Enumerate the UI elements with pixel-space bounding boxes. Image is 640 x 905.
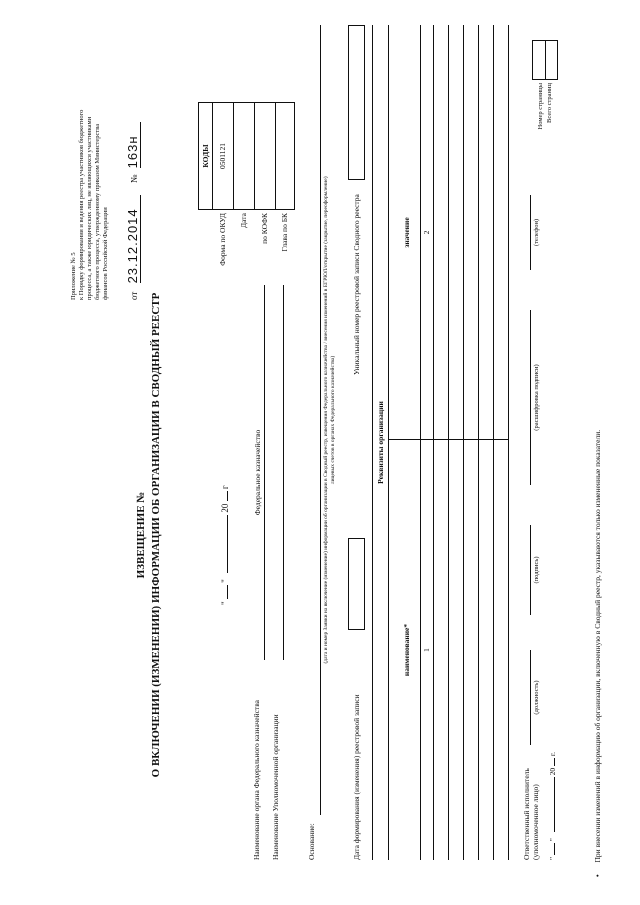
- appendix-line: финансов Российской Федерации: [102, 207, 109, 300]
- date-year-blank: [227, 491, 228, 501]
- executor-label: [522, 768, 540, 860]
- fk-organ-label: Наименование органа Федерального казначейства: [252, 700, 261, 860]
- okud-label: Форма по ОКУД: [218, 213, 227, 266]
- authorized-org-label: Наименование Уполномоченной организации: [271, 714, 280, 860]
- codes-divider: [254, 102, 255, 210]
- okud-code: 0501121: [218, 143, 227, 169]
- date-year: 20: [220, 503, 230, 513]
- signature-line: [530, 525, 531, 615]
- footnote-bullet: •: [593, 874, 602, 877]
- date-quote-open: ": [220, 601, 230, 605]
- formation-date-label: Дата формирования (изменения) реестровой записи: [352, 694, 361, 860]
- authorized-org-line: [283, 285, 284, 660]
- table-bottom-border: [508, 25, 509, 860]
- table-col2-index: 2: [422, 230, 431, 235]
- unique-number-box[interactable]: [348, 25, 365, 180]
- table-row-line: [463, 25, 464, 860]
- kofk-label: по КОФК: [260, 213, 269, 244]
- order-number: 163н: [125, 122, 141, 168]
- date-day-blank: [227, 585, 228, 599]
- table-row-line: [448, 25, 449, 860]
- phone-caption: (телефон): [533, 218, 540, 247]
- date-label: Дата: [239, 213, 248, 228]
- footer-date-line: [548, 752, 557, 860]
- title-line1: ИЗВЕЩЕНИЕ №: [135, 491, 147, 579]
- appendix-line: Приложение № 5: [70, 252, 77, 300]
- phone-line: [530, 195, 531, 270]
- footer-year-blank: [554, 758, 555, 766]
- table-group-header: Реквизиты организации: [376, 401, 385, 484]
- order-ref: [125, 122, 141, 300]
- footer-date-year: 20: [548, 767, 557, 776]
- total-pages-label: Всего страниц: [546, 83, 553, 123]
- codes-divider: [212, 102, 213, 210]
- basis-line: [320, 25, 321, 815]
- basis-caption-line1: (дата и номер Заявки на включение (изменение) информации об организации в Сводный реестр, извещения Федерального казначейства / внесения изменений в ЕГРЮЛ/открытие (закрытие, переоформление): [323, 176, 329, 664]
- fk-organ-line: [264, 285, 265, 660]
- table-col1-index: 1: [422, 648, 431, 652]
- basis-caption: [323, 25, 337, 815]
- order-from-label: от: [129, 291, 139, 300]
- order-number-label: №: [129, 174, 139, 184]
- table-col1-header: наименование*: [402, 623, 411, 677]
- table-col2-header: значение: [402, 217, 411, 248]
- executor-label-line2: (уполномоченное лицо): [531, 784, 540, 860]
- codes-divider: [233, 102, 234, 210]
- codes-header: КОДЫ: [201, 144, 210, 168]
- appendix-line: к Порядку формирования и ведения реестра участников бюджетного: [78, 109, 85, 300]
- footer-month-blank: [554, 777, 555, 832]
- executor-label-line1: Ответственный исполнитель: [522, 768, 531, 860]
- table-index-divider: [420, 25, 421, 860]
- footer-date-quote-close: ": [548, 838, 557, 842]
- page-title: [135, 325, 147, 745]
- formation-date-box[interactable]: [348, 538, 365, 630]
- date-month-blank: [227, 515, 228, 573]
- table-column-divider: [388, 439, 508, 440]
- position-caption: (должность): [533, 680, 540, 715]
- footnote: [593, 430, 602, 877]
- appendix-line: бюджетного процесса, утвержденному приказом Министерства: [94, 123, 101, 300]
- footnote-text: При внесении изменений в информацию об организации, включенную в Сводный реестр, указываются только измененные показатели.: [593, 429, 602, 863]
- basis-label: Основание:: [307, 823, 316, 860]
- date-quote-close: ": [220, 579, 230, 583]
- basis-caption-line2: лицевых счетов в органах Федерального казначейства): [330, 355, 336, 485]
- page-number-divider: [545, 40, 546, 80]
- page-number-label: Номер страницы: [537, 83, 544, 130]
- unique-number-label: Уникальный номер реестровой записи Сводного реестра: [352, 194, 361, 375]
- table-row-line: [493, 25, 494, 860]
- appendix-block: [70, 110, 110, 300]
- table-top-border: [372, 25, 373, 860]
- position-line: [530, 650, 531, 745]
- footer-day-blank: [554, 843, 555, 855]
- appendix-line: процесса, а также юридических лиц, не являющихся участниками: [86, 116, 93, 300]
- decoding-caption: (расшифровка подписи): [533, 364, 540, 431]
- page-subtitle: О ВКЛЮЧЕНИИ (ИЗМЕНЕНИИ) ИНФОРМАЦИИ ОБ ОРГАНИЗАЦИИ В СВОДНЫЙ РЕЕСТР: [150, 292, 162, 778]
- table-row-line: [433, 25, 434, 860]
- title-date-line: [220, 485, 230, 605]
- bk-label: Глава по БК: [280, 213, 289, 252]
- fk-organ-value: Федеральное казначейство: [253, 429, 262, 516]
- table-row-line: [478, 25, 479, 860]
- table-header-divider: [388, 25, 389, 860]
- footer-date-quote-open: ": [548, 856, 557, 860]
- decoding-line: [530, 310, 531, 485]
- codes-divider: [275, 102, 276, 210]
- order-date: 23.12.2014: [125, 195, 141, 283]
- signature-caption: (подпись): [533, 556, 540, 584]
- footer-date-suffix: г.: [548, 752, 557, 757]
- date-suffix: г: [220, 485, 230, 490]
